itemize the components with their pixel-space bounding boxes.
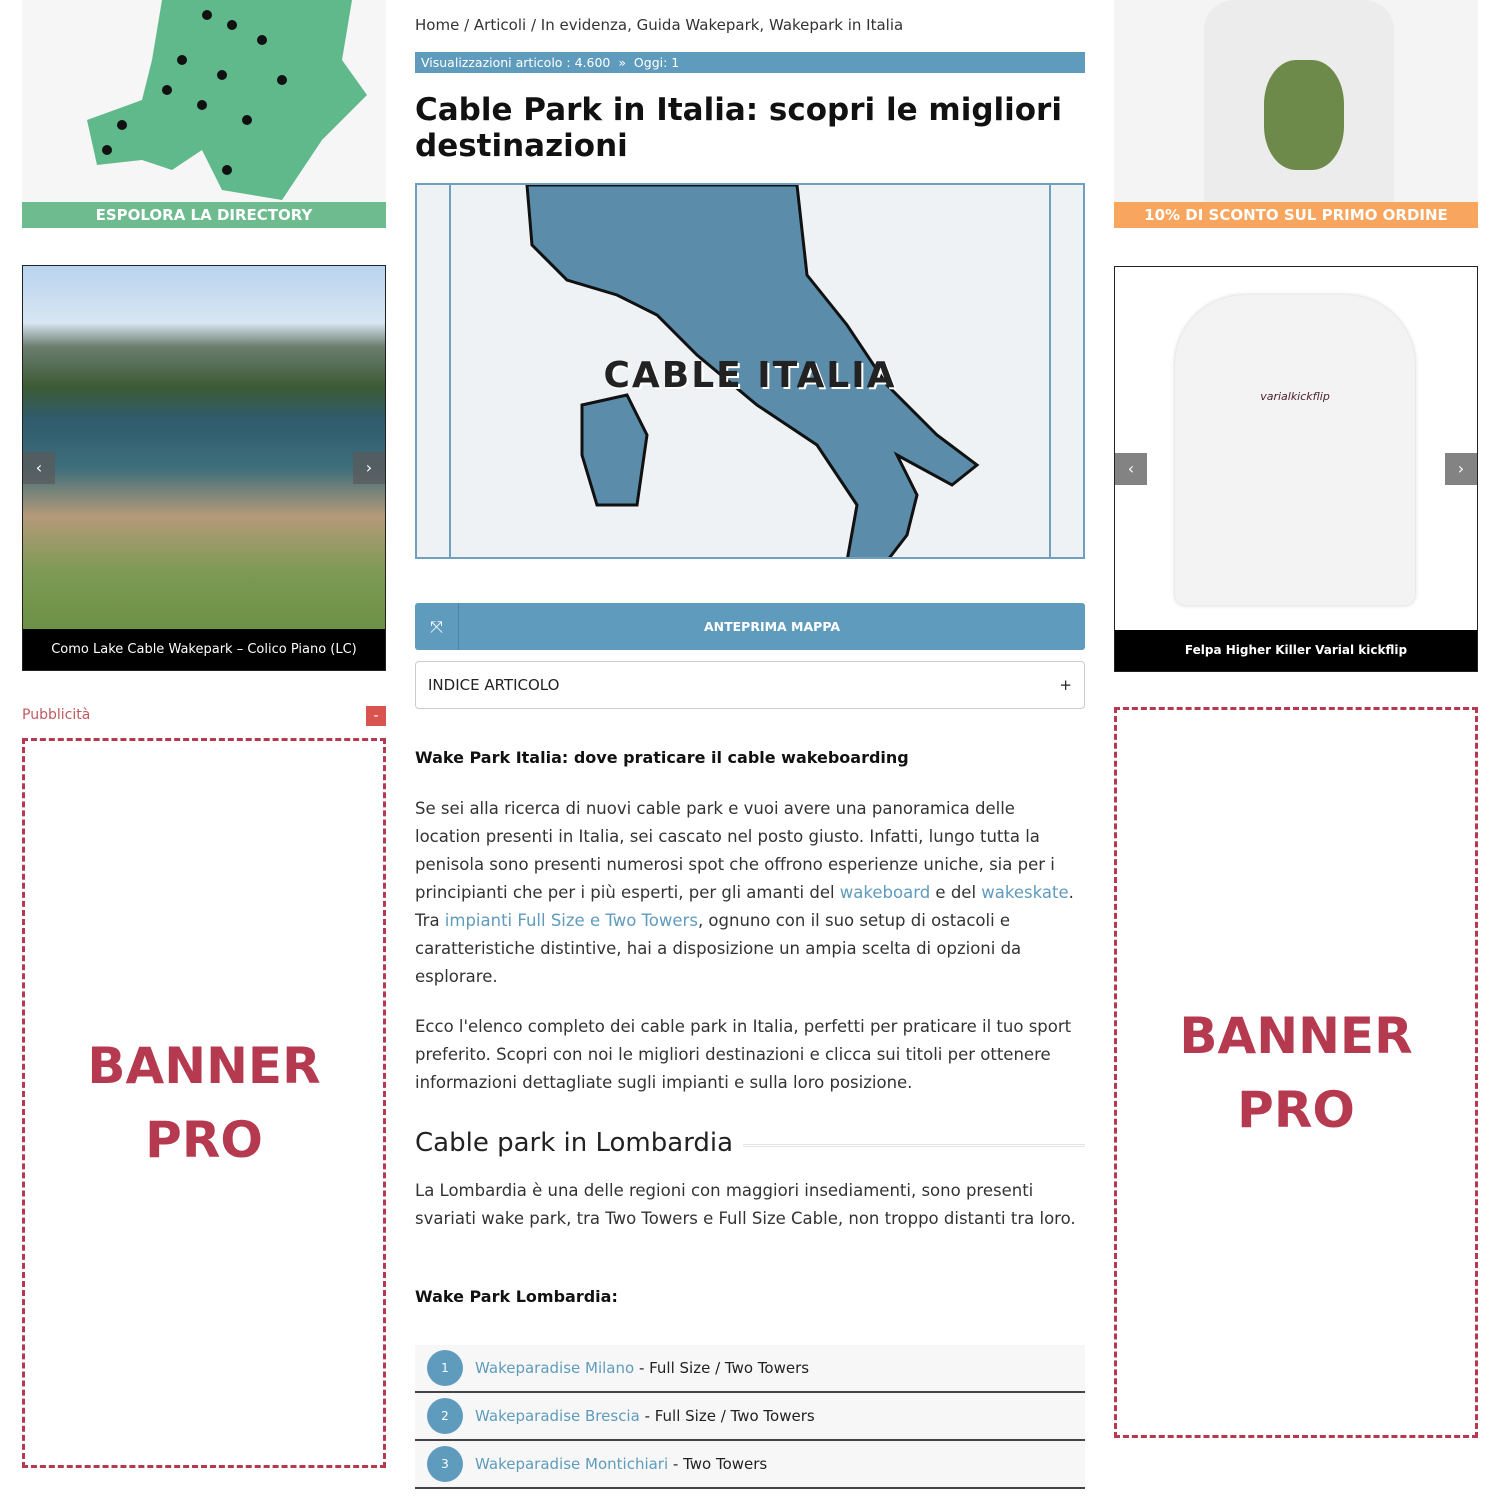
page-title: Cable Park in Italia: scopri le migliori destinazioni — [415, 92, 1062, 164]
product-caption[interactable]: Felpa Higher Killer Varial kickflip — [1115, 630, 1477, 671]
impianti-link[interactable]: impianti Full Size e Two Towers — [444, 911, 698, 930]
park-list — [415, 1345, 1085, 1489]
section-heading — [415, 1128, 1085, 1158]
expand-icon: ⤧ — [415, 603, 459, 650]
intro-heading: Wake Park Italia: dove praticare il cable wakeboarding — [415, 748, 909, 767]
slider-next-button[interactable]: › — [1445, 453, 1477, 485]
park-type: - Full Size / Two Towers — [634, 1359, 810, 1377]
wakepark-slider — [22, 265, 386, 671]
park-link[interactable]: Wakeparadise Milano — [475, 1359, 635, 1377]
europe-map-image[interactable] — [22, 0, 386, 202]
section-heading-text: Cable park in Lombardia — [415, 1128, 734, 1158]
lombardia-paragraph: La Lombardia è una delle regioni con maggiori insediamenti, sono presenti svariati wake park, tra Two Towers e Full Size Cable, non troppo distanti tra loro. — [415, 1181, 1076, 1228]
toc-label: INDICE ARTICOLO — [428, 676, 560, 694]
list-intro-paragraph: Ecco l'elenco completo dei cable park in Italia, perfetti per praticare il tuo sport preferito. Scopri con noi le migliori destinazioni e clicca sui titoli per ottenere informazioni dettagliate sugli impianti e sulla loro posizione. — [415, 1017, 1072, 1092]
list-heading: Wake Park Lombardia: — [415, 1287, 618, 1306]
ad-collapse-button[interactable]: - — [366, 706, 386, 726]
promo-discount-button[interactable]: 10% DI SCONTO SUL PRIMO ORDINE — [1114, 202, 1478, 228]
banner-text: PRO — [1237, 1080, 1355, 1139]
banner-text: BANNER — [1179, 1006, 1413, 1065]
text: . Tra — [415, 883, 1074, 930]
wakeboard-link[interactable]: wakeboard — [839, 883, 931, 902]
breadcrumb-categories[interactable]: In evidenza, Guida Wakepark, Wakepark in Italia — [540, 16, 904, 34]
slider-prev-button[interactable]: ‹ — [1115, 453, 1147, 485]
breadcrumb-home[interactable]: Home — [415, 16, 460, 34]
breadcrumb-separator: / — [530, 16, 537, 34]
product-logo: varialkickflip — [1260, 390, 1330, 403]
breadcrumb — [415, 16, 1085, 34]
park-link[interactable]: Wakeparadise Brescia — [475, 1407, 640, 1425]
banner-text: BANNER — [87, 1037, 321, 1095]
right-banner-ad[interactable] — [1114, 707, 1478, 1438]
table-of-contents-toggle[interactable] — [415, 661, 1085, 709]
breadcrumb-articoli[interactable]: Articoli — [473, 16, 527, 34]
list-item — [415, 1345, 1085, 1393]
list-item — [415, 1441, 1085, 1489]
park-type: - Full Size / Two Towers — [639, 1407, 815, 1425]
text: , ognuno con il suo setup di ostacoli e caratteristiche distintive, hai a disposizione un ampia scelta di opzioni da esplorare. — [415, 911, 1022, 986]
plus-icon: + — [1059, 676, 1072, 694]
slider-prev-button[interactable]: ‹ — [23, 452, 55, 484]
item-number: 3 — [427, 1446, 463, 1482]
views-counter: Visualizzazioni articolo : 4.600 » Oggi: 1 — [415, 52, 1085, 73]
ad-label: Pubblicità — [22, 707, 91, 723]
slider-caption[interactable]: Como Lake Cable Wakepark – Colico Piano (LC) — [23, 629, 385, 670]
product-slider — [1114, 266, 1478, 672]
park-type: - Two Towers — [668, 1455, 768, 1473]
italy-map[interactable] — [415, 183, 1085, 559]
intro-paragraph — [415, 795, 1085, 991]
park-link[interactable]: Wakeparadise Montichiari — [475, 1455, 669, 1473]
ad-header — [22, 704, 386, 726]
banner-text: PRO — [145, 1111, 263, 1169]
wakepark-photo — [23, 266, 385, 670]
map-preview-label: ANTEPRIMA MAPPA — [703, 619, 841, 634]
text: e del — [930, 883, 982, 902]
map-preview-button[interactable] — [415, 603, 1085, 650]
item-number: 2 — [427, 1398, 463, 1434]
sweatshirt-photo — [1175, 295, 1415, 605]
europe-map-icon — [22, 0, 386, 202]
sweatshirt-promo-image[interactable] — [1114, 0, 1478, 202]
list-item — [415, 1393, 1085, 1441]
slider-next-button[interactable]: › — [353, 452, 385, 484]
breadcrumb-separator: / — [464, 16, 470, 34]
explore-directory-button[interactable]: ESPOLORA LA DIRECTORY — [22, 202, 386, 228]
item-number: 1 — [427, 1350, 463, 1386]
left-banner-ad[interactable] — [22, 738, 386, 1468]
wakeskate-link[interactable]: wakeskate — [981, 883, 1069, 902]
text: Se sei alla ricerca di nuovi cable park e vuoi avere una panoramica delle location presenti in Italia, sei cascato nel posto giusto. Infatti, lungo tutta la penisola sono presenti numerosi spot che offrono esperienze uniche, sia per i principianti che per i più esperti, per gli amanti del — [415, 799, 1055, 902]
map-title: CABLE ITALIA — [603, 355, 897, 396]
